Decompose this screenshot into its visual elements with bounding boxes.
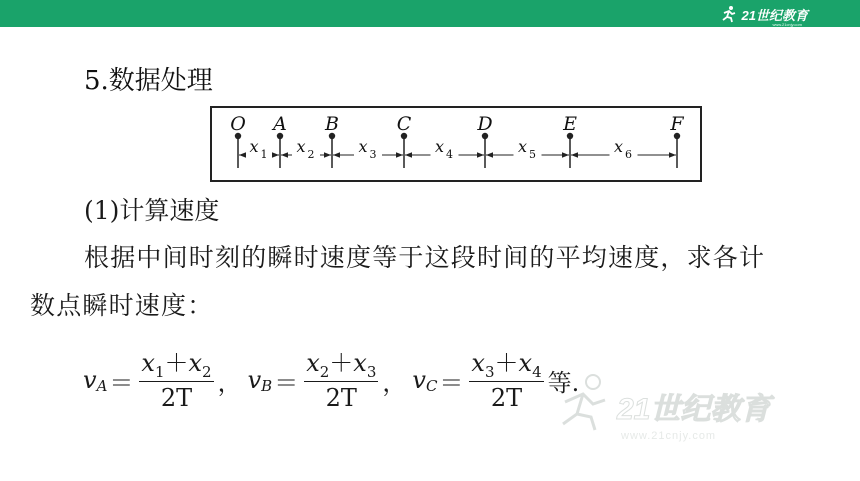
formula-term-c xyxy=(412,350,547,411)
top-bar xyxy=(0,0,860,27)
formula-term-a xyxy=(83,350,242,411)
velocity-symbol: v xyxy=(247,366,262,394)
formula-suffix: 等. xyxy=(547,368,580,397)
point-label: B xyxy=(325,113,339,135)
fraction-denominator: 2T xyxy=(160,383,193,412)
point-label: E xyxy=(563,113,577,135)
segment-label-subscript: 6 xyxy=(625,148,632,161)
velocity-subscript: B xyxy=(261,377,273,395)
formula xyxy=(83,348,579,412)
point-label: C xyxy=(396,113,412,135)
equals-sign: ＝ xyxy=(109,368,134,397)
fraction-numerator: $x_3+x_4$ xyxy=(471,348,542,381)
velocity-symbol: v xyxy=(83,366,97,394)
tape-diagram-svg xyxy=(212,108,704,184)
segment-label: x xyxy=(358,137,368,156)
paragraph-line-2: 数点瞬时速度： xyxy=(30,291,214,320)
segment-label-subscript: 1 xyxy=(260,148,268,161)
logo-url: www.21cnjy.com xyxy=(772,22,802,27)
velocity-symbol: v xyxy=(412,366,426,394)
fraction-numerator: $x_1+x_2$ xyxy=(141,348,212,381)
point-label: D xyxy=(477,113,493,135)
fraction-numerator: $x_2+x_3$ xyxy=(306,348,377,381)
segment-label: x xyxy=(249,137,259,156)
runner-icon xyxy=(720,5,738,23)
watermark-url: www.21cnjy.com xyxy=(621,430,717,442)
section-heading: 5.数据处理 xyxy=(84,66,213,96)
separator: ， xyxy=(382,368,407,397)
segment-label-subscript: 3 xyxy=(369,148,377,161)
point-label: A xyxy=(273,113,287,135)
fraction-denominator: 2T xyxy=(325,383,357,412)
tape-diagram xyxy=(210,106,702,182)
fraction xyxy=(139,350,213,411)
brand-logo xyxy=(720,4,808,24)
velocity-subscript: A xyxy=(96,377,108,395)
logo-text: 21世纪教育 xyxy=(741,7,808,23)
fraction-denominator: 2T xyxy=(490,383,523,412)
segment-label: x xyxy=(613,137,624,156)
point-label: F xyxy=(670,113,684,135)
sub-heading: (1)计算速度 xyxy=(84,196,220,225)
segment-label-subscript: 2 xyxy=(307,148,315,161)
segment-label: x xyxy=(434,137,445,156)
segment-label-subscript: 4 xyxy=(446,148,453,161)
equals-sign: ＝ xyxy=(274,368,299,397)
formula-term-b xyxy=(248,350,407,411)
separator: ， xyxy=(217,368,242,397)
fraction xyxy=(304,350,378,411)
watermark-text: 21世纪教育 xyxy=(617,393,771,426)
paragraph-line-1: 根据中间时刻的瞬时速度等于这段时间的平均速度，求各计 xyxy=(84,243,766,272)
watermark xyxy=(555,372,815,452)
fraction xyxy=(469,350,543,411)
velocity-subscript: C xyxy=(425,377,438,395)
segment-label: x xyxy=(296,137,306,156)
equals-sign: ＝ xyxy=(439,368,464,397)
segment-label-subscript: 5 xyxy=(529,148,536,161)
segment-label: x xyxy=(517,137,528,156)
point-label: O xyxy=(230,113,246,135)
